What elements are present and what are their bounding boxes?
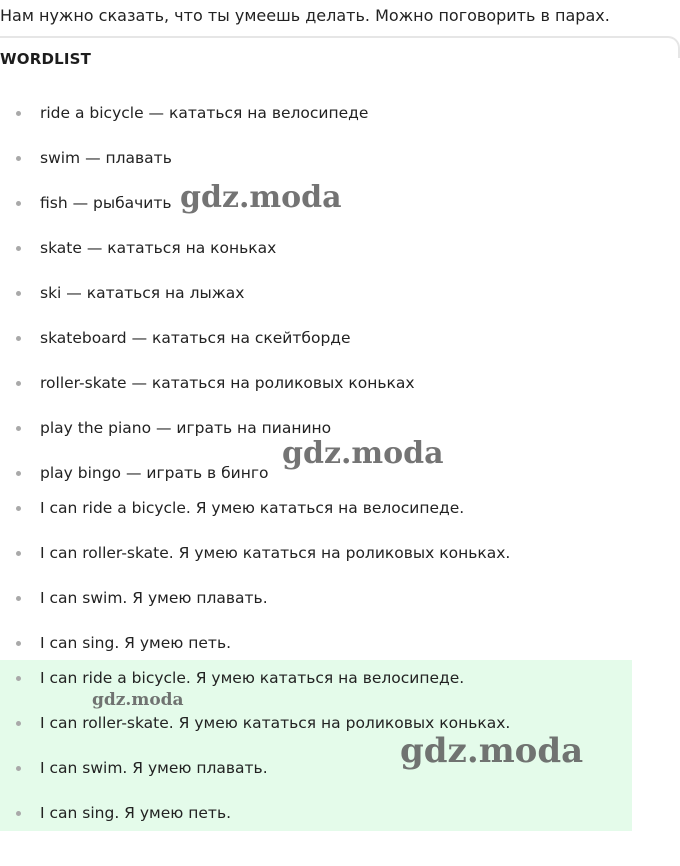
bullet-icon <box>16 291 21 296</box>
bullet-icon <box>16 811 21 816</box>
bullet-icon <box>16 721 21 726</box>
list-item-text: I can swim. Я умею плавать. <box>40 759 268 777</box>
list-item-text: I can ride a bicycle. Я умею кататься на велосипеде. <box>40 669 465 687</box>
list-item-text: swim — плавать <box>40 149 172 167</box>
list-item <box>0 369 640 399</box>
bullet-icon <box>16 596 21 601</box>
intro-text: Нам нужно сказать, что ты умеешь делать. Можно поговорить в парах. <box>0 6 610 25</box>
watermark-logo: gdz.moda <box>180 180 342 215</box>
bullet-icon <box>16 111 21 116</box>
list-item-text: I can roller-skate. Я умею кататься на роликовых коньках. <box>40 544 511 562</box>
list-item-text: I can ride a bicycle. Я умею кататься на велосипеде. <box>40 499 465 517</box>
bullet-icon <box>16 676 21 681</box>
bullet-icon <box>16 506 21 511</box>
watermark-logo: gdz.moda <box>400 731 584 771</box>
bullet-icon <box>16 246 21 251</box>
list-item <box>0 799 640 829</box>
list-item-text: ride a bicycle — кататься на велосипеде <box>40 104 369 122</box>
list-item-text: skateboard — кататься на скейтборде <box>40 329 351 347</box>
list-item <box>0 99 640 129</box>
bullet-icon <box>16 381 21 386</box>
bullet-icon <box>16 426 21 431</box>
bullet-icon <box>16 156 21 161</box>
list-item-text: play bingo — играть в бинго <box>40 464 269 482</box>
list-item <box>0 539 640 569</box>
list-item <box>0 144 640 174</box>
bullet-icon <box>16 551 21 556</box>
list-item <box>0 324 640 354</box>
bullet-icon <box>16 471 21 476</box>
list-item-text: I can sing. Я умею петь. <box>40 804 232 822</box>
list-item-text: skate — кататься на коньках <box>40 239 277 257</box>
bullet-icon <box>16 766 21 771</box>
list-item <box>0 234 640 264</box>
bullet-icon <box>16 201 21 206</box>
wordlist-title: WORDLIST <box>0 50 92 68</box>
watermark-logo: gdz.moda <box>282 436 444 471</box>
watermark-logo: gdz.moda <box>92 690 184 710</box>
list-item-text: ski — кататься на лыжах <box>40 284 245 302</box>
list-item <box>0 494 640 524</box>
card-border <box>0 36 680 58</box>
list-item-text: roller-skate — кататься на роликовых коньках <box>40 374 415 392</box>
bullet-icon <box>16 641 21 646</box>
list-item-text: I can sing. Я умею петь. <box>40 634 232 652</box>
list-item-text: play the piano — играть на пианино <box>40 419 332 437</box>
list-item-text: I can roller-skate. Я умею кататься на роликовых коньках. <box>40 714 511 732</box>
list-item <box>0 629 640 659</box>
bullet-icon <box>16 336 21 341</box>
list-item <box>0 279 640 309</box>
list-item-text: fish — рыбачить <box>40 194 172 212</box>
list-item <box>0 584 640 614</box>
list-item-text: I can swim. Я умею плавать. <box>40 589 268 607</box>
